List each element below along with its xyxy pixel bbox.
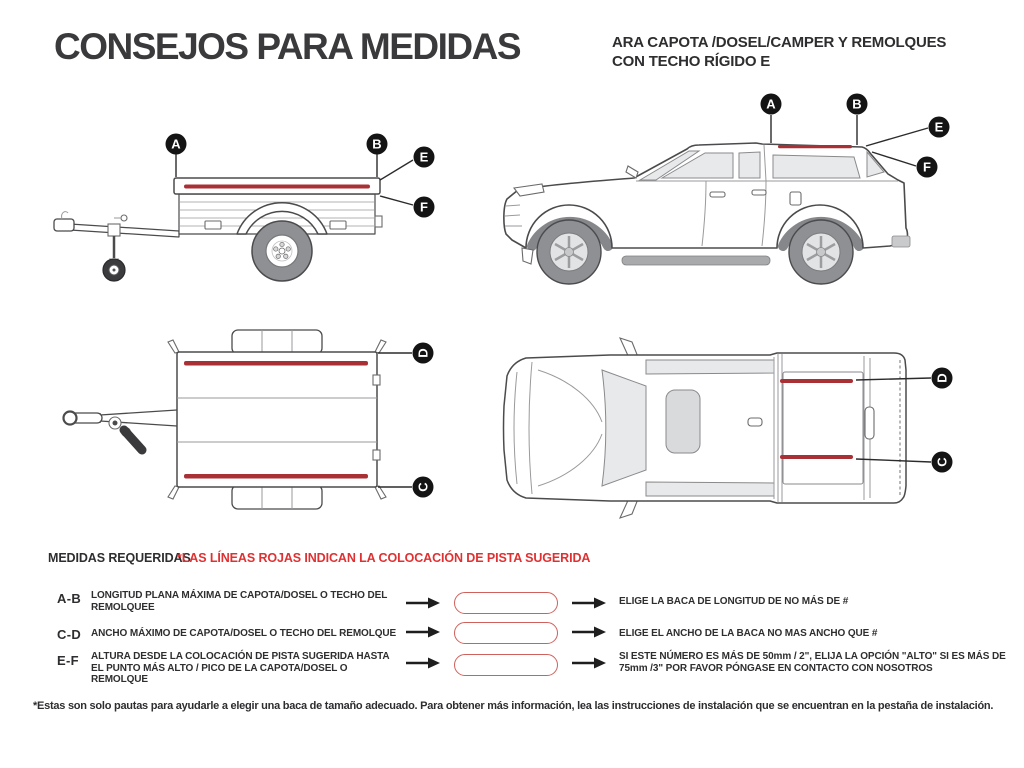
rear-door-window	[739, 152, 760, 178]
page-subtitle	[612, 33, 1012, 71]
sunroof	[666, 390, 700, 453]
tailgate-handle	[865, 407, 874, 439]
marker-f	[917, 157, 938, 178]
suggested-track-line	[184, 474, 368, 479]
arrow-right-icon	[572, 626, 606, 638]
measurement-blank-cd	[454, 622, 558, 644]
svg-text:A: A	[766, 96, 776, 112]
svg-text:F: F	[420, 199, 428, 215]
marker-e	[414, 147, 435, 168]
measurement-blank-ab	[454, 592, 558, 614]
svg-text:E: E	[419, 149, 429, 165]
trailer-top-view-diagram	[40, 320, 460, 532]
suggested-track-line	[184, 361, 368, 366]
trailer-drawbar	[70, 224, 179, 237]
subtitle-line-2: CON TECHO RÍGIDO E	[612, 53, 771, 70]
jockey-handle	[124, 430, 142, 450]
measure-code-ef: E-F	[57, 653, 79, 668]
marker-c	[413, 477, 434, 498]
svg-text:B: B	[372, 136, 382, 152]
fender-top	[232, 330, 322, 354]
side-mirror	[626, 166, 638, 178]
measure-desc-cd: ANCHO MÁXIMO DE CAPOTA/DOSEL O TECHO DEL REMOLQUE	[91, 628, 397, 639]
section-title: MEDIDAS REQUERIDAS	[48, 551, 191, 565]
trailer-body-top	[177, 352, 377, 487]
marker-d	[932, 368, 953, 389]
arrow-right-icon	[572, 657, 606, 669]
marker-e	[929, 117, 950, 138]
marker-a	[166, 134, 187, 155]
canopy-window	[773, 155, 860, 178]
svg-text:D: D	[415, 348, 431, 358]
door-handle	[710, 192, 725, 197]
measure-result-ef: SI ESTE NÚMERO ES MÁS DE 50mm / 2", ELIJA LA OPCIÓN "ALTO" SI ES MÁS DE 75mm /3" POR FAVOR PÓNGASE EN CONTACTO CON NOSOTROS	[619, 651, 1006, 674]
arrow-right-icon	[406, 657, 440, 669]
truck-side-view-diagram	[490, 88, 982, 313]
rear-bumper-step	[892, 236, 910, 247]
measure-result-cd: ELIGE EL ANCHO DE LA BACA NO MAS ANCHO QUE #	[619, 628, 878, 639]
subtitle-line-1: ARA CAPOTA /DOSEL/CAMPER Y REMOLQUES	[612, 34, 947, 51]
svg-text:B: B	[852, 96, 862, 112]
page-title: CONSEJOS PARA MEDIDAS	[54, 26, 521, 67]
suggested-track-line	[778, 145, 852, 148]
svg-text:F: F	[923, 159, 931, 175]
fuel-door	[790, 192, 801, 205]
svg-text:A: A	[171, 136, 181, 152]
truck-top-view-diagram	[490, 330, 982, 530]
measurement-blank-ef	[454, 654, 558, 676]
red-lines-note: *LAS LÍNEAS ROJAS INDICAN LA COLOCACIÓN DE PISTA SUGERIDA	[177, 551, 591, 565]
footer-note: *Estas son solo pautas para ayudarle a elegir una baca de tamaño adecuado. Para obtener más información, lea las instrucciones de instalación que se encuentran en la pestaña de instalación.	[33, 700, 994, 712]
svg-text:D: D	[934, 373, 950, 383]
side-windows-strip	[646, 482, 774, 496]
arrow-right-icon	[572, 597, 606, 609]
marker-a	[761, 94, 782, 115]
door-handle	[752, 190, 766, 195]
truck-body-top	[504, 353, 907, 503]
measure-code-cd: C-D	[57, 627, 82, 642]
windshield-top	[602, 370, 646, 486]
trailer-coupler	[54, 219, 74, 231]
svg-text:E: E	[934, 119, 944, 135]
suggested-track-line	[184, 185, 370, 189]
measure-desc-ab: LONGITUD PLANA MÁXIMA DE CAPOTA/DOSEL O TECHO DEL REMOLQUEE	[91, 590, 388, 613]
measure-desc-ef: ALTURA DESDE LA COLOCACIÓN DE PISTA SUGERIDA HASTA EL PUNTO MÁS ALTO / PICO DE LA CAPOTA/DOSEL O REMOLQUE	[91, 651, 390, 685]
side-windows-strip	[646, 360, 774, 374]
fender-bottom	[232, 485, 322, 509]
measure-result-ab: ELIGE LA BACA DE LONGITUD DE NO MÁS DE #	[619, 596, 849, 607]
svg-text:C: C	[415, 482, 431, 492]
svg-text:C: C	[934, 457, 950, 467]
trailer-side-view-diagram	[40, 100, 460, 315]
canopy-rear-window	[867, 152, 884, 177]
suggested-track-line	[780, 455, 853, 459]
coupler-ring	[64, 412, 77, 425]
marker-d	[413, 343, 434, 364]
marker-c	[932, 452, 953, 473]
running-board	[622, 256, 770, 265]
arrow-right-icon	[406, 626, 440, 638]
marker-b	[847, 94, 868, 115]
marker-f	[414, 197, 435, 218]
measure-code-ab: A-B	[57, 591, 82, 606]
rear-wheel	[789, 220, 853, 284]
marker-b	[367, 134, 388, 155]
arrow-right-icon	[406, 597, 440, 609]
mud-flap	[522, 248, 533, 264]
suggested-track-line	[780, 379, 853, 383]
front-wheel	[537, 220, 601, 284]
